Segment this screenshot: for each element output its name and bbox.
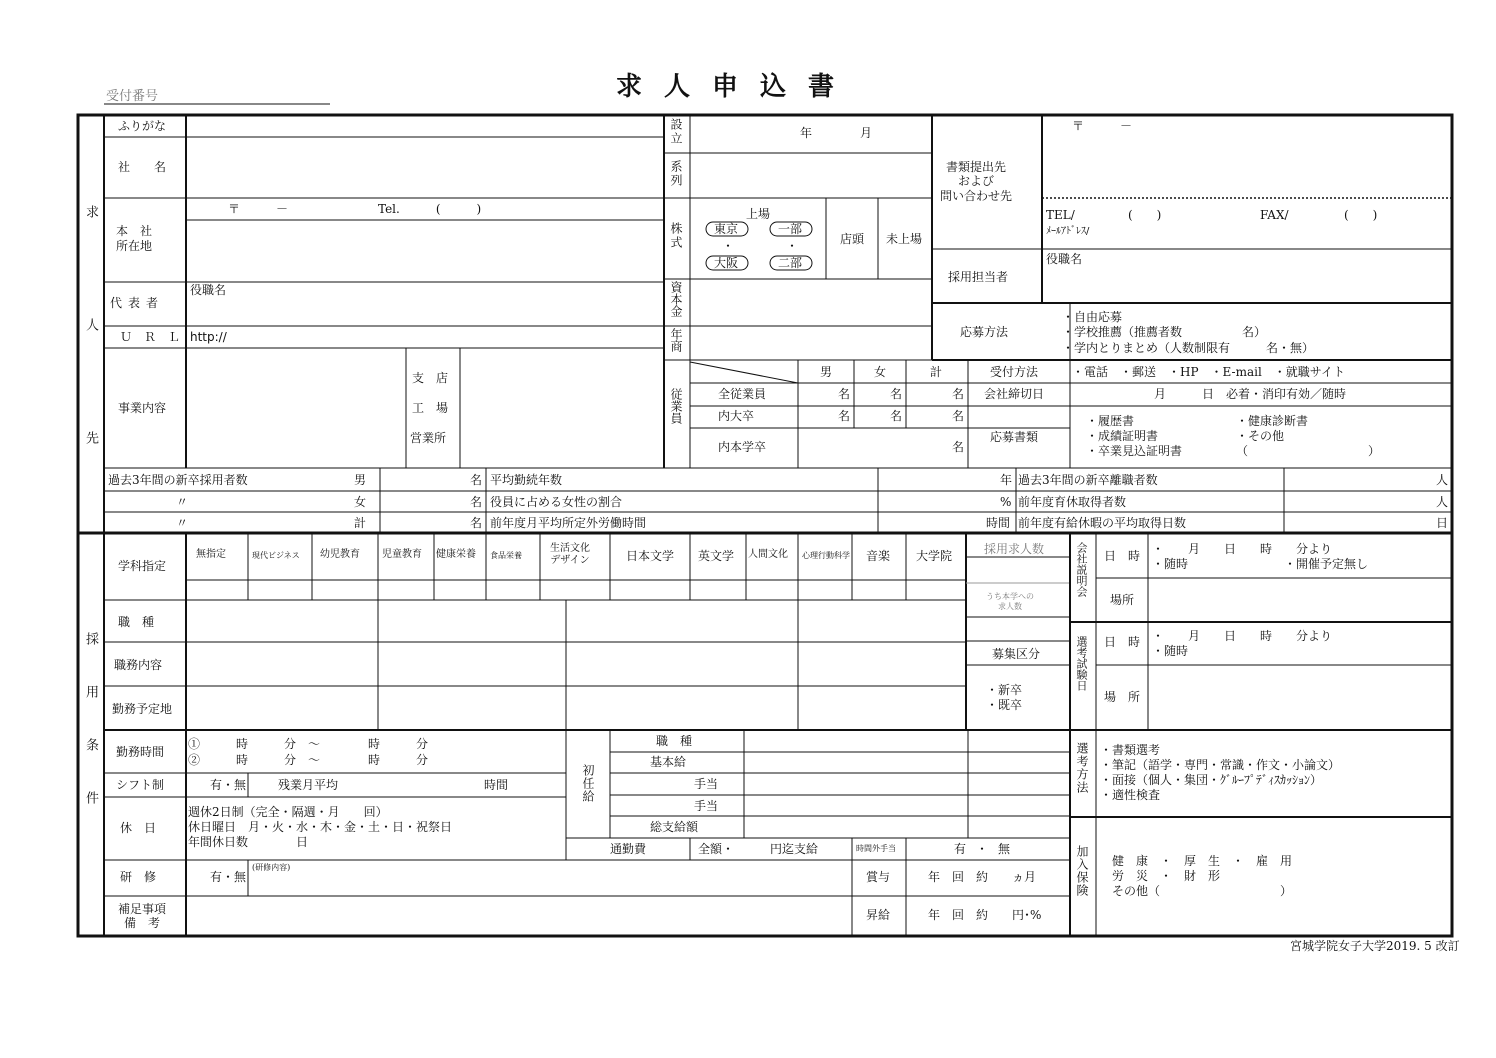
sales-input[interactable] bbox=[692, 328, 930, 358]
paid-leave-label: 前年度有給休暇の平均取得日数 bbox=[1018, 516, 1187, 530]
alumni-label: 内本学卒 bbox=[718, 440, 767, 454]
briefing-label: 会社説明会 bbox=[1075, 542, 1088, 597]
representative-input[interactable] bbox=[188, 298, 662, 324]
postal-code-field[interactable]: 〒 － bbox=[228, 202, 289, 216]
doc-other-input[interactable]: （ ） bbox=[1236, 444, 1381, 458]
insurance-row-2[interactable]: 労 災 ・ 財 形 bbox=[1112, 869, 1221, 883]
briefing-datetime-label: 日 時 bbox=[1104, 549, 1141, 563]
stock-label: 株式 bbox=[669, 222, 683, 250]
deadline-field[interactable]: 月 日 必着・消印有効／随時 bbox=[1154, 387, 1347, 401]
listed-label: 上場 bbox=[746, 207, 771, 221]
dept-option[interactable]: 現代ビジネス bbox=[252, 551, 300, 560]
apply-method-label: 応募方法 bbox=[960, 325, 1009, 339]
unit-label: 名 bbox=[470, 516, 483, 530]
reception-method-options[interactable]: ・電話 ・郵送 ・HP ・E-mail ・就職サイト bbox=[1072, 365, 1345, 379]
selection-written[interactable]: ・筆記（語学・専門・常識・作文・小論文） bbox=[1100, 758, 1341, 772]
insurance-row-1[interactable]: 健 康 ・ 厚 生 ・ 雇 用 bbox=[1112, 854, 1293, 868]
raise-field[interactable]: 年 回 約 円･% bbox=[928, 908, 1042, 922]
separator-dot: ・ bbox=[786, 239, 799, 253]
selection-aptitude[interactable]: ・適性検査 bbox=[1100, 788, 1161, 802]
univ-grads-label: 内大卒 bbox=[718, 409, 755, 423]
contact-tel-field[interactable]: ( ) bbox=[1128, 208, 1162, 222]
holiday-row-3[interactable]: 年間休日数 日 bbox=[188, 835, 309, 849]
male-label: 男 bbox=[354, 473, 367, 487]
established-date-field[interactable]: 年 月 bbox=[800, 126, 873, 140]
allowance-label: 手当 bbox=[694, 777, 719, 791]
affiliation-label: 系列 bbox=[669, 160, 683, 188]
overtime-avg-label: 残業月平均 bbox=[278, 778, 339, 792]
commute-field[interactable]: 全額・ 円迄支給 bbox=[698, 842, 819, 856]
bonus-label: 賞与 bbox=[866, 870, 891, 884]
unit-label: 名 bbox=[890, 409, 903, 423]
representative-role-label: 役職名 bbox=[190, 283, 227, 297]
training-label: 研 修 bbox=[120, 870, 157, 884]
briefing-place-label: 場所 bbox=[1110, 593, 1135, 607]
briefing-place-input[interactable] bbox=[1150, 580, 1450, 620]
capital-label: 資本金 bbox=[669, 281, 683, 317]
unit-label: 人 bbox=[1436, 495, 1449, 509]
tokyo-option[interactable]: 東京 bbox=[714, 222, 739, 236]
briefing-datetime-row-1[interactable]: ・ 月 日 時 分より bbox=[1152, 542, 1333, 556]
overtime-allowance-option[interactable]: 有・無 bbox=[954, 842, 1021, 856]
unit-label: 名 bbox=[952, 409, 965, 423]
unit-label: 名 bbox=[470, 473, 483, 487]
new-grad-option[interactable]: ・新卒 bbox=[986, 683, 1023, 697]
office-label: 営業所 bbox=[410, 431, 447, 445]
childcare-label: 前年度育休取得者数 bbox=[1018, 495, 1127, 509]
affiliation-input[interactable] bbox=[692, 155, 930, 196]
selection-interview[interactable]: ・面接（個人・集団・ｸﾞﾙｰﾌﾟﾃﾞｨｽｶｯｼｮﾝ） bbox=[1100, 773, 1323, 787]
employees-label: 従業員 bbox=[669, 388, 683, 424]
doc-transcript[interactable]: ・成績証明書 bbox=[1086, 429, 1159, 443]
dept-option[interactable]: 無指定 bbox=[196, 549, 226, 560]
total-header: 計 bbox=[930, 365, 943, 379]
company-name-input[interactable] bbox=[188, 139, 662, 197]
unit-label: 名 bbox=[890, 387, 903, 401]
first-section-option[interactable]: 一部 bbox=[778, 222, 803, 236]
women-exec-label: 役員に占める女性の割合 bbox=[490, 495, 623, 509]
apply-option-free[interactable]: ・自由応募 bbox=[1062, 310, 1123, 324]
allowance-label: 手当 bbox=[694, 799, 719, 813]
notes-input[interactable] bbox=[188, 898, 850, 934]
furigana-label: ふりがな bbox=[118, 119, 167, 133]
contact-postal-field[interactable]: 〒 － bbox=[1072, 119, 1133, 133]
job-desc-label: 職務内容 bbox=[114, 658, 163, 672]
contact-email-label: ﾒｰﾙｱﾄﾞﾚｽ/ bbox=[1046, 226, 1090, 237]
unit-label: 時間 bbox=[484, 778, 509, 792]
work-hours-row-1[interactable]: ① 時 分 ～ 時 分 bbox=[188, 737, 429, 751]
exam-datetime-row-2[interactable]: ・随時 bbox=[1152, 644, 1189, 658]
hq-address-label: 本 社 所在地 bbox=[116, 224, 153, 253]
reception-number-label: 受付番号 bbox=[106, 89, 159, 104]
capital-input[interactable] bbox=[692, 281, 930, 324]
male-header: 男 bbox=[820, 365, 833, 379]
unit-label: 時間 bbox=[986, 516, 1011, 530]
exam-place-label: 場 所 bbox=[1104, 690, 1141, 704]
submit-to-label: 書類提出先 および 問い合わせ先 bbox=[940, 160, 1013, 203]
shift-option[interactable]: 有・無 bbox=[210, 778, 247, 792]
female-label: 女 bbox=[354, 495, 367, 509]
selection-label: 選考方法 bbox=[1075, 742, 1089, 794]
deadline-label: 会社締切日 bbox=[984, 387, 1045, 401]
pay-job-label: 職 種 bbox=[656, 734, 693, 748]
experienced-option[interactable]: ・既卒 bbox=[986, 698, 1023, 712]
unit-label: 年 bbox=[1000, 473, 1013, 487]
dept-option[interactable]: 生活文化 デザイン bbox=[550, 543, 590, 566]
dept-option[interactable]: 英文学 bbox=[698, 549, 735, 563]
ditto-mark: 〃 bbox=[176, 516, 189, 530]
furigana-input[interactable] bbox=[188, 118, 662, 136]
hq-address-input[interactable] bbox=[188, 222, 662, 280]
unit-label: 人 bbox=[1436, 473, 1449, 487]
dept-option[interactable]: 児童教育 bbox=[382, 549, 422, 560]
business-label: 事業内容 bbox=[118, 401, 167, 415]
reception-number-input[interactable] bbox=[176, 88, 326, 103]
unlisted-option[interactable]: 未上場 bbox=[886, 232, 923, 246]
representative-label: 代表者 bbox=[110, 296, 165, 310]
starting-pay-label: 初任給 bbox=[581, 764, 595, 803]
apply-option-campus[interactable]: ・学内とりまとめ（人数制限有 名・無） bbox=[1062, 341, 1315, 355]
second-section-option[interactable]: 二部 bbox=[778, 256, 803, 270]
total-label: 計 bbox=[354, 516, 367, 530]
dept-option[interactable]: 音楽 bbox=[866, 549, 891, 563]
separator-dot: ・ bbox=[722, 239, 735, 253]
base-pay-label: 基本給 bbox=[650, 755, 687, 769]
contact-tel-label: TEL/ bbox=[1046, 208, 1075, 222]
contact-fax-label: FAX/ bbox=[1260, 208, 1289, 222]
doc-health[interactable]: ・健康診断書 bbox=[1236, 414, 1309, 428]
factory-label: 工 場 bbox=[412, 401, 449, 415]
dept-option[interactable]: 心理行動科学 bbox=[802, 551, 850, 560]
exam-datetime-label: 日 時 bbox=[1104, 635, 1141, 649]
url-label: ＵＲＬ bbox=[120, 330, 193, 344]
recruiter-input[interactable] bbox=[1044, 266, 1450, 301]
branch-label: 支 店 bbox=[412, 371, 449, 385]
osaka-option[interactable]: 大阪 bbox=[714, 256, 739, 270]
dept-option[interactable]: 幼児教育 bbox=[320, 549, 360, 560]
training-option[interactable]: 有・無 bbox=[210, 870, 247, 884]
section-conditions-label: 採用条件 bbox=[83, 632, 98, 844]
url-input[interactable]: http:// bbox=[190, 330, 227, 344]
contact-fax-field[interactable]: ( ) bbox=[1344, 208, 1378, 222]
briefing-datetime-row-2[interactable]: ・随時 ・開催予定無し bbox=[1152, 557, 1369, 571]
training-content-label: (研修内容) bbox=[252, 863, 291, 872]
unit-label: 名 bbox=[838, 409, 851, 423]
recruiter-role-label: 役職名 bbox=[1046, 252, 1083, 266]
hq-tel-field[interactable]: Tel. ( ) bbox=[378, 202, 482, 216]
female-header: 女 bbox=[874, 365, 887, 379]
category-label: 募集区分 bbox=[992, 647, 1041, 661]
all-employees-label: 全従業員 bbox=[718, 387, 767, 401]
unit-label: 日 bbox=[1436, 516, 1449, 530]
hire-ours-label: うち本学への 求人数 bbox=[986, 592, 1034, 611]
recruiter-label: 採用担当者 bbox=[948, 270, 1009, 284]
doc-graduation[interactable]: ・卒業見込証明書 bbox=[1086, 444, 1183, 458]
department-label: 学科指定 bbox=[118, 559, 167, 573]
overtime-allowance-label: 時間外手当 bbox=[856, 844, 896, 853]
dept-option[interactable]: 食品栄養 bbox=[490, 551, 522, 560]
shift-label: シフト制 bbox=[116, 778, 165, 792]
doc-resume[interactable]: ・履歴書 bbox=[1086, 414, 1135, 428]
overtime-label: 前年度月平均所定外労働時間 bbox=[490, 516, 647, 530]
work-location-label: 勤務予定地 bbox=[112, 702, 173, 716]
unit-label: 名 bbox=[952, 387, 965, 401]
documents-label: 応募書類 bbox=[990, 430, 1039, 444]
work-hours-label: 勤務時間 bbox=[116, 745, 165, 759]
dept-option[interactable]: 健康栄養 bbox=[436, 549, 476, 560]
established-label: 設立 bbox=[669, 118, 683, 146]
selection-docs[interactable]: ・書類選考 bbox=[1100, 743, 1161, 757]
notes-label: 補足事項 備 考 bbox=[118, 902, 167, 931]
unit-label: 名 bbox=[470, 495, 483, 509]
ditto-mark: 〃 bbox=[176, 495, 189, 509]
past3-hires-label: 過去3年間の新卒採用者数 bbox=[108, 473, 248, 487]
sales-label: 年商 bbox=[669, 328, 683, 352]
exam-datetime-row-1[interactable]: ・ 月 日 時 分より bbox=[1152, 629, 1333, 643]
company-name-label: 社 名 bbox=[118, 160, 167, 174]
section-company-label: 求人先 bbox=[83, 205, 98, 544]
commute-label: 通勤費 bbox=[610, 842, 647, 856]
past3-leavers-label: 過去3年間の新卒離職者数 bbox=[1018, 473, 1158, 487]
insurance-row-3[interactable]: その他（ ） bbox=[1112, 884, 1293, 898]
dept-option[interactable]: 人間文化 bbox=[748, 549, 788, 560]
holidays-label: 休 日 bbox=[120, 821, 157, 835]
job-type-label: 職 種 bbox=[118, 615, 155, 629]
insurance-label: 加入保険 bbox=[1075, 845, 1089, 897]
unit-label: % bbox=[1000, 495, 1012, 509]
holiday-row-1[interactable]: 週休2日制（完全・隔週・月 回） bbox=[188, 805, 388, 819]
branches-input[interactable] bbox=[462, 350, 662, 466]
dept-option[interactable]: 大学院 bbox=[916, 549, 953, 563]
dept-option[interactable]: 日本文学 bbox=[626, 549, 675, 563]
doc-other[interactable]: ・その他 bbox=[1236, 429, 1285, 443]
unit-label: 名 bbox=[838, 387, 851, 401]
page-title: 求人申込書 bbox=[616, 72, 857, 102]
raise-label: 昇給 bbox=[866, 908, 891, 922]
business-input[interactable] bbox=[188, 350, 404, 466]
otc-option[interactable]: 店頭 bbox=[840, 232, 865, 246]
holiday-row-2[interactable]: 休日曜日 月・火・水・木・金・土・日・祝祭日 bbox=[188, 820, 453, 834]
revision-footer: 宮城学院女子大学2019. 5 改訂 bbox=[1290, 939, 1460, 953]
hire-count-label: 採用求人数 bbox=[984, 542, 1045, 556]
exam-place-input[interactable] bbox=[1150, 667, 1450, 728]
avg-years-label: 平均勤続年数 bbox=[490, 473, 563, 487]
total-pay-label: 総支給額 bbox=[650, 820, 699, 834]
bonus-field[interactable]: 年 回 約 ヵ月 bbox=[928, 870, 1037, 884]
apply-option-school[interactable]: ・学校推薦（推薦者数 名） bbox=[1062, 325, 1267, 339]
exam-label: 選考試験日 bbox=[1075, 636, 1088, 691]
unit-label: 名 bbox=[952, 440, 965, 454]
reception-method-label: 受付方法 bbox=[990, 365, 1039, 379]
work-hours-row-2[interactable]: ② 時 分 ～ 時 分 bbox=[188, 753, 429, 767]
